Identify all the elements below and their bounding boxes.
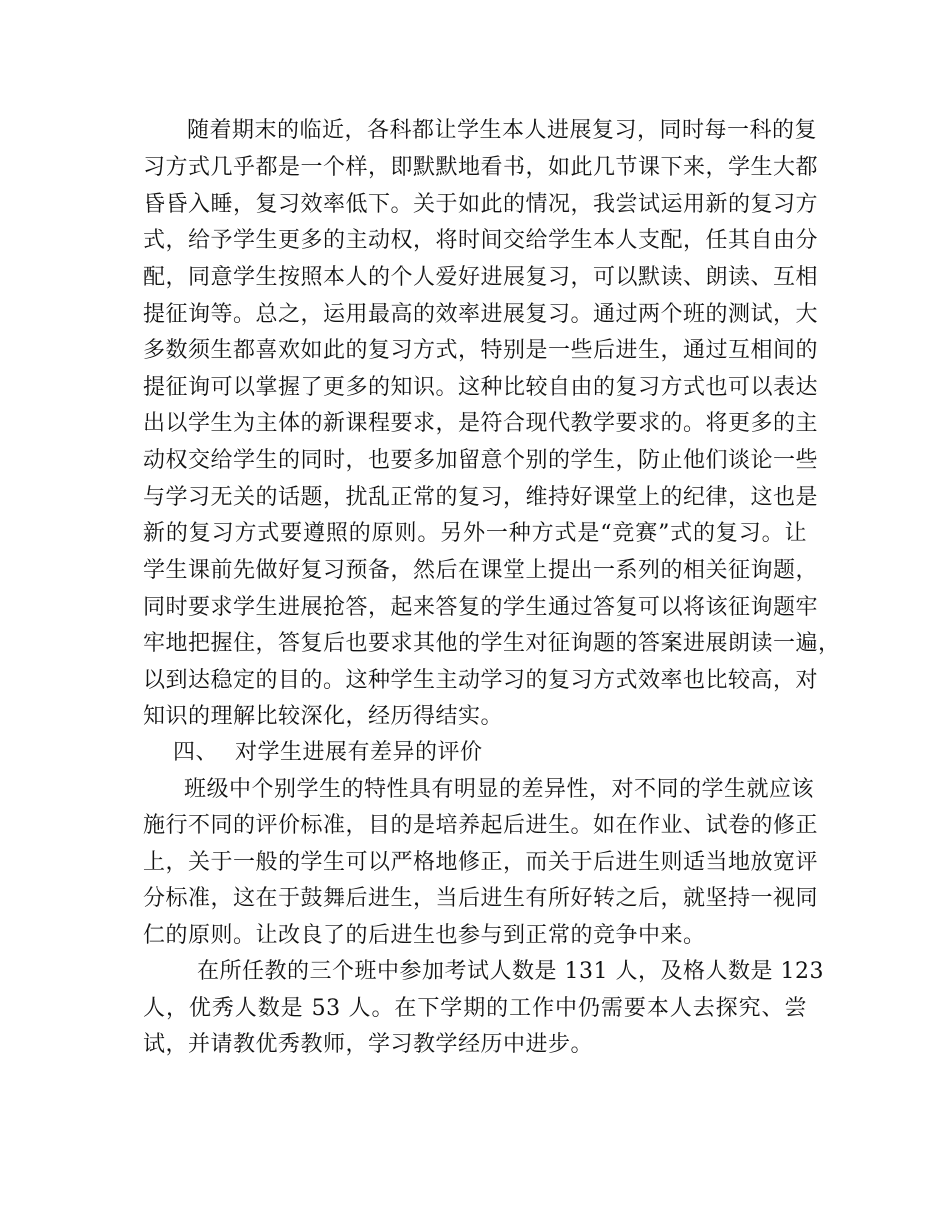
paragraph-2-line-1: 班级中个别学生的特性具有明显的差异性，对不同的学生就应该 — [184, 777, 815, 802]
paragraph-2-line-3: 上，关于一般的学生可以严格地修正，而关于后进生则适当地放宽评 — [143, 850, 819, 875]
paragraph-1-line-10: 动权交给学生的同时，也要多加留意个别的学生，防止他们谈论一些 — [143, 448, 819, 473]
paragraph-3-line-2: 人，优秀人数是 53 人。在下学期的工作中仍需要本人去探究、尝 — [143, 996, 807, 1021]
paragraph-1-line-17: 知识的理解比较深化，经历得结实。 — [143, 704, 504, 729]
paragraph-3-line-1: 在所任教的三个班中参加考试人数是 131 人，及格人数是 123 — [197, 959, 824, 984]
paragraph-1-line-9: 出以学生为主体的新课程要求，是符合现代教学要求的。将更多的主 — [143, 411, 819, 436]
paragraph-1-line-5: 配，同意学生按照本人的个人爱好进展复习，可以默读、朗读、互相 — [143, 265, 819, 290]
paragraph-1-line-16: 以到达稳定的目的。这种学生主动学习的复习方式效率也比较高，对 — [143, 668, 819, 693]
paragraph-2-line-2: 施行不同的评价标准，目的是培养起后进生。如在作业、试卷的修正 — [143, 813, 819, 838]
paragraph-1-line-12: 新的复习方式要遵照的原则。另外一种方式是“竞赛”式的复习。让 — [143, 521, 807, 546]
paragraph-1-line-8: 提征询可以掌握了更多的知识。这种比较自由的复习方式也可以表达 — [143, 375, 819, 400]
paragraph-1-line-2: 习方式几乎都是一个样，即默默地看书，如此几节课下来，学生大都 — [143, 155, 819, 180]
paragraph-3-line-3: 试，并请教优秀教师，学习教学经历中进步。 — [143, 1032, 594, 1057]
paragraph-1-line-4: 式，给予学生更多的主动权，将时间交给学生本人支配，任其自由分 — [143, 228, 819, 253]
paragraph-1-line-13: 学生课前先做好复习预备，然后在课堂上提出一系列的相关征询题， — [143, 558, 819, 583]
paragraph-2-line-5: 仁的原则。让改良了的后进生也参与到正常的竞争中来。 — [143, 923, 706, 948]
paragraph-1-line-15: 牢地把握住，答复后也要求其他的学生对征询题的答案进展朗读一遍， — [143, 631, 841, 656]
paragraph-1-line-11: 与学习无关的话题，扰乱正常的复习，维持好课堂上的纪律，这也是 — [143, 485, 819, 510]
paragraph-1-line-14: 同时要求学生进展抢答，起来答复的学生通过答复可以将该征询题牢 — [143, 595, 819, 620]
paragraph-1-line-1: 随着期末的临近，各科都让学生本人进展复习，同时每一科的复 — [187, 118, 818, 143]
paragraph-2-line-4: 分标准，这在于鼓舞后进生，当后进生有所好转之后，就坚持一视同 — [143, 886, 819, 911]
paragraph-1-line-7: 多数须生都喜欢如此的复习方式，特别是一些后进生，通过互相间的 — [143, 338, 819, 363]
paragraph-1-line-6: 提征询等。总之，运用最高的效率进展复习。通过两个班的测试，大 — [143, 302, 819, 327]
section-heading — [173, 738, 483, 770]
paragraph-1-line-3: 昏昏入睡，复习效率低下。关于如此的情况，我尝试运用新的复习方 — [143, 192, 819, 217]
section-title: 对学生进展有差异的评价 — [235, 740, 483, 765]
section-number: 四、 — [173, 740, 219, 765]
